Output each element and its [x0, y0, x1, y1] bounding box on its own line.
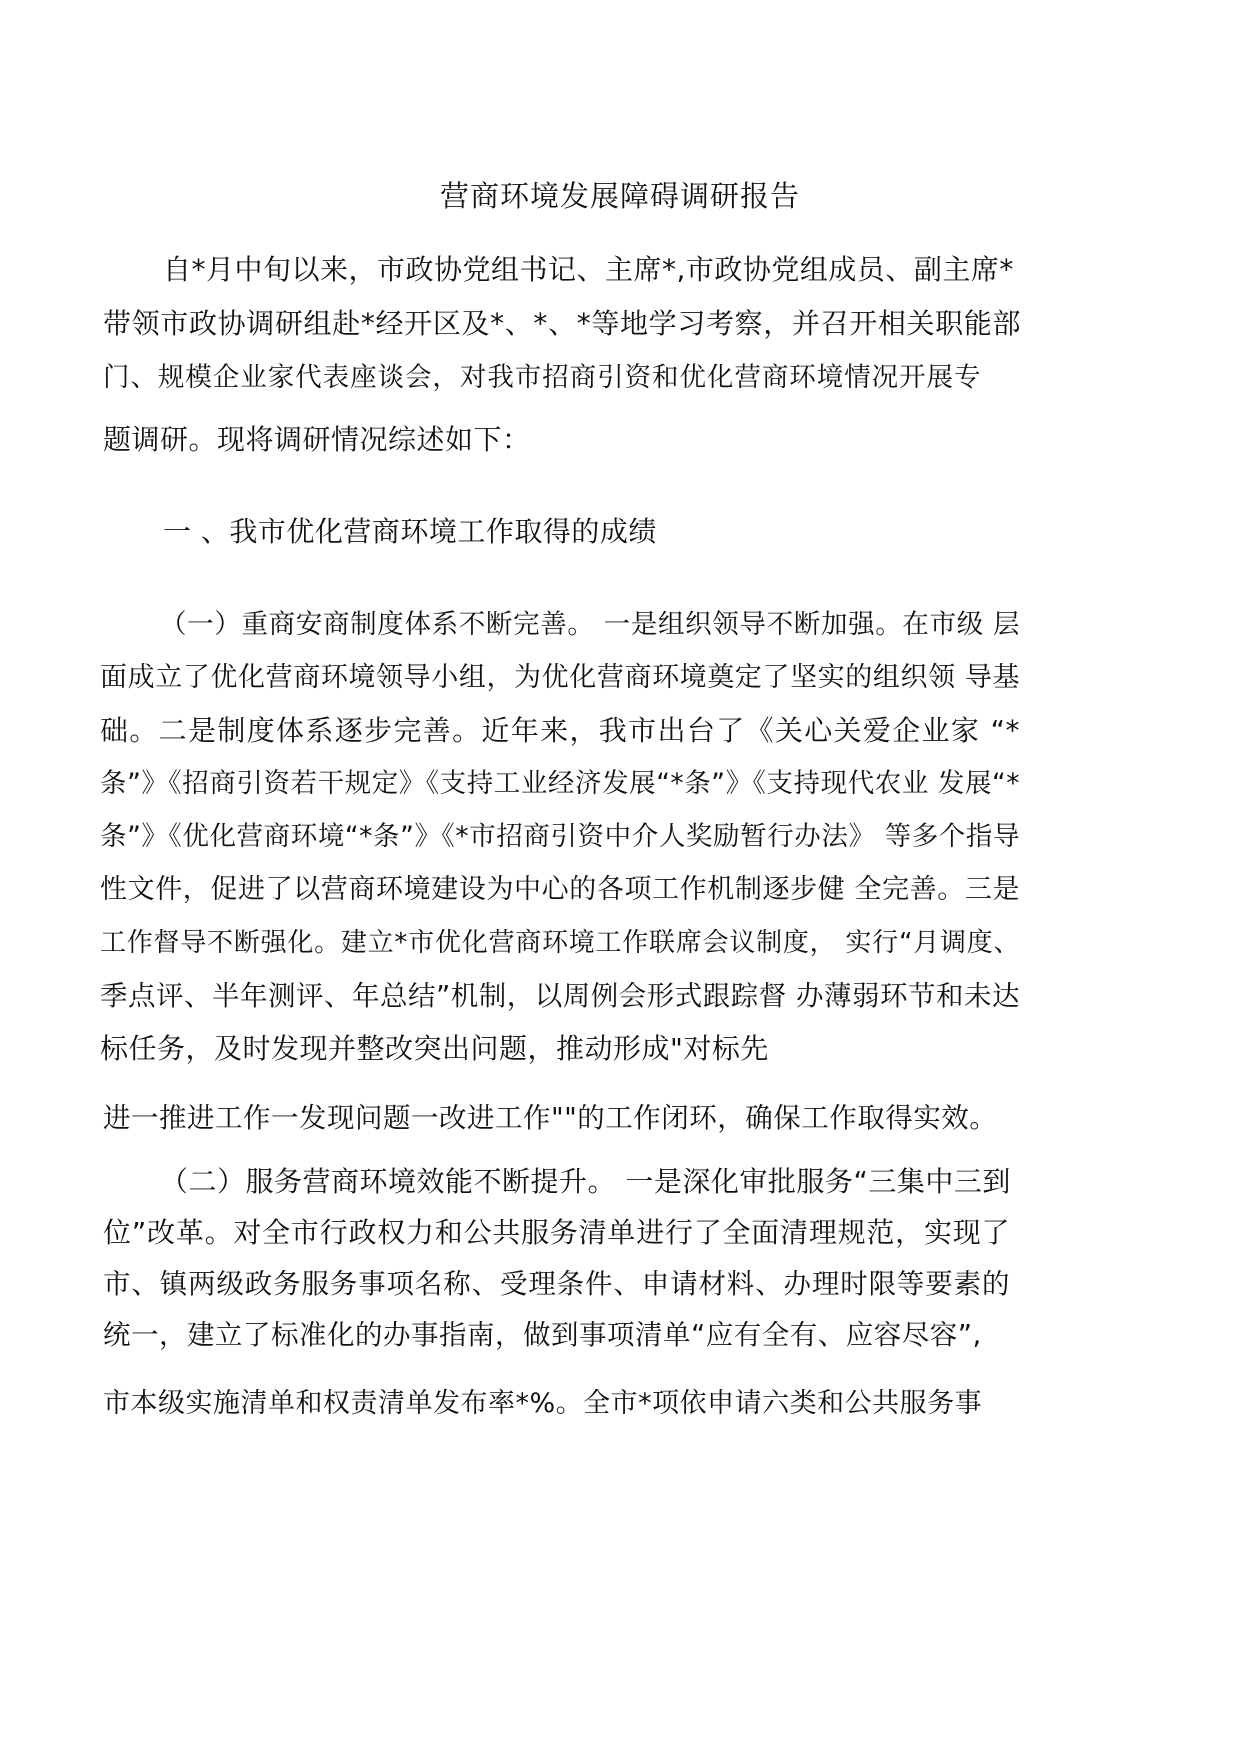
body-line: 自*月中旬以来，市政协党组书记、主席*,市政协党组成员、副主席* — [163, 253, 1014, 286]
body-line: 础。二是制度体系逐步完善。近年来，我市出台了《关心关爱企业家 “* — [100, 714, 1020, 747]
document-title: 营商环境发展障碍调研报告 — [439, 179, 800, 213]
section-heading: 一 、我市优化营商环境工作取得的成绩 — [163, 515, 657, 548]
body-line: 题调研。现将调研情况综述如下： — [103, 423, 531, 456]
body-line: 门、规模企业家代表座谈会，对我市招商引资和优化营商环境情况开展专 — [103, 362, 981, 393]
body-line: 进一推进工作一发现问题一改进工作""的工作闭环，确保工作取得实效。 — [103, 1102, 998, 1134]
body-line: 季点评、半年测评、年总结”机制，以周例会形式跟踪督 办薄弱环节和未达 — [100, 980, 1020, 1012]
body-line: 工作督导不断强化。建立*市优化营商环境工作联席会议制度， 实行“月调度、 — [100, 928, 1020, 958]
body-line: （二）服务营商环境效能不断提升。 一是深化审批服务“三集中三到 — [160, 1165, 1011, 1198]
body-line: 条”》《优化营商环境“*条”》《*市招商引资中介人奖励暂行办法》 等多个指导 — [100, 821, 1020, 852]
body-line: 市、镇两级政务服务事项名称、受理条件、申请材料、办理时限等要素的 — [103, 1268, 1010, 1300]
body-line: 条”》《招商引资若干规定》《支持工业经济发展“*条”》《支持现代农业 发展“* — [100, 768, 1020, 799]
body-line: 带领市政协调研组赴*经开区及*、*、*等地学习考察，并召开相关职能部 — [103, 307, 1021, 340]
body-line: 标任务，及时发现并整改突出问题，推动形成"对标先 — [100, 1032, 769, 1065]
body-line: （一）重商安商制度体系不断完善。 一是组织领导不断加强。在市级 层 — [160, 609, 1020, 640]
body-line: 位”改革。对全市行政权力和公共服务清单进行了全面清理规范，实现了 — [103, 1216, 1010, 1249]
body-line: 市本级实施清单和权责清单发布率*%。全市*项依申请六类和公共服务事 — [103, 1388, 983, 1419]
body-line: 性文件，促进了以营商环境建设为中心的各项工作机制逐步健 全完善。三是 — [100, 874, 1020, 905]
body-line: 面成立了优化营商环境领导小组，为优化营商环境奠定了坚实的组织领 导基 — [100, 662, 1020, 693]
body-line: 统一，建立了标准化的办事指南，做到事项清单“应有全有、应容尽容”, — [103, 1319, 982, 1351]
